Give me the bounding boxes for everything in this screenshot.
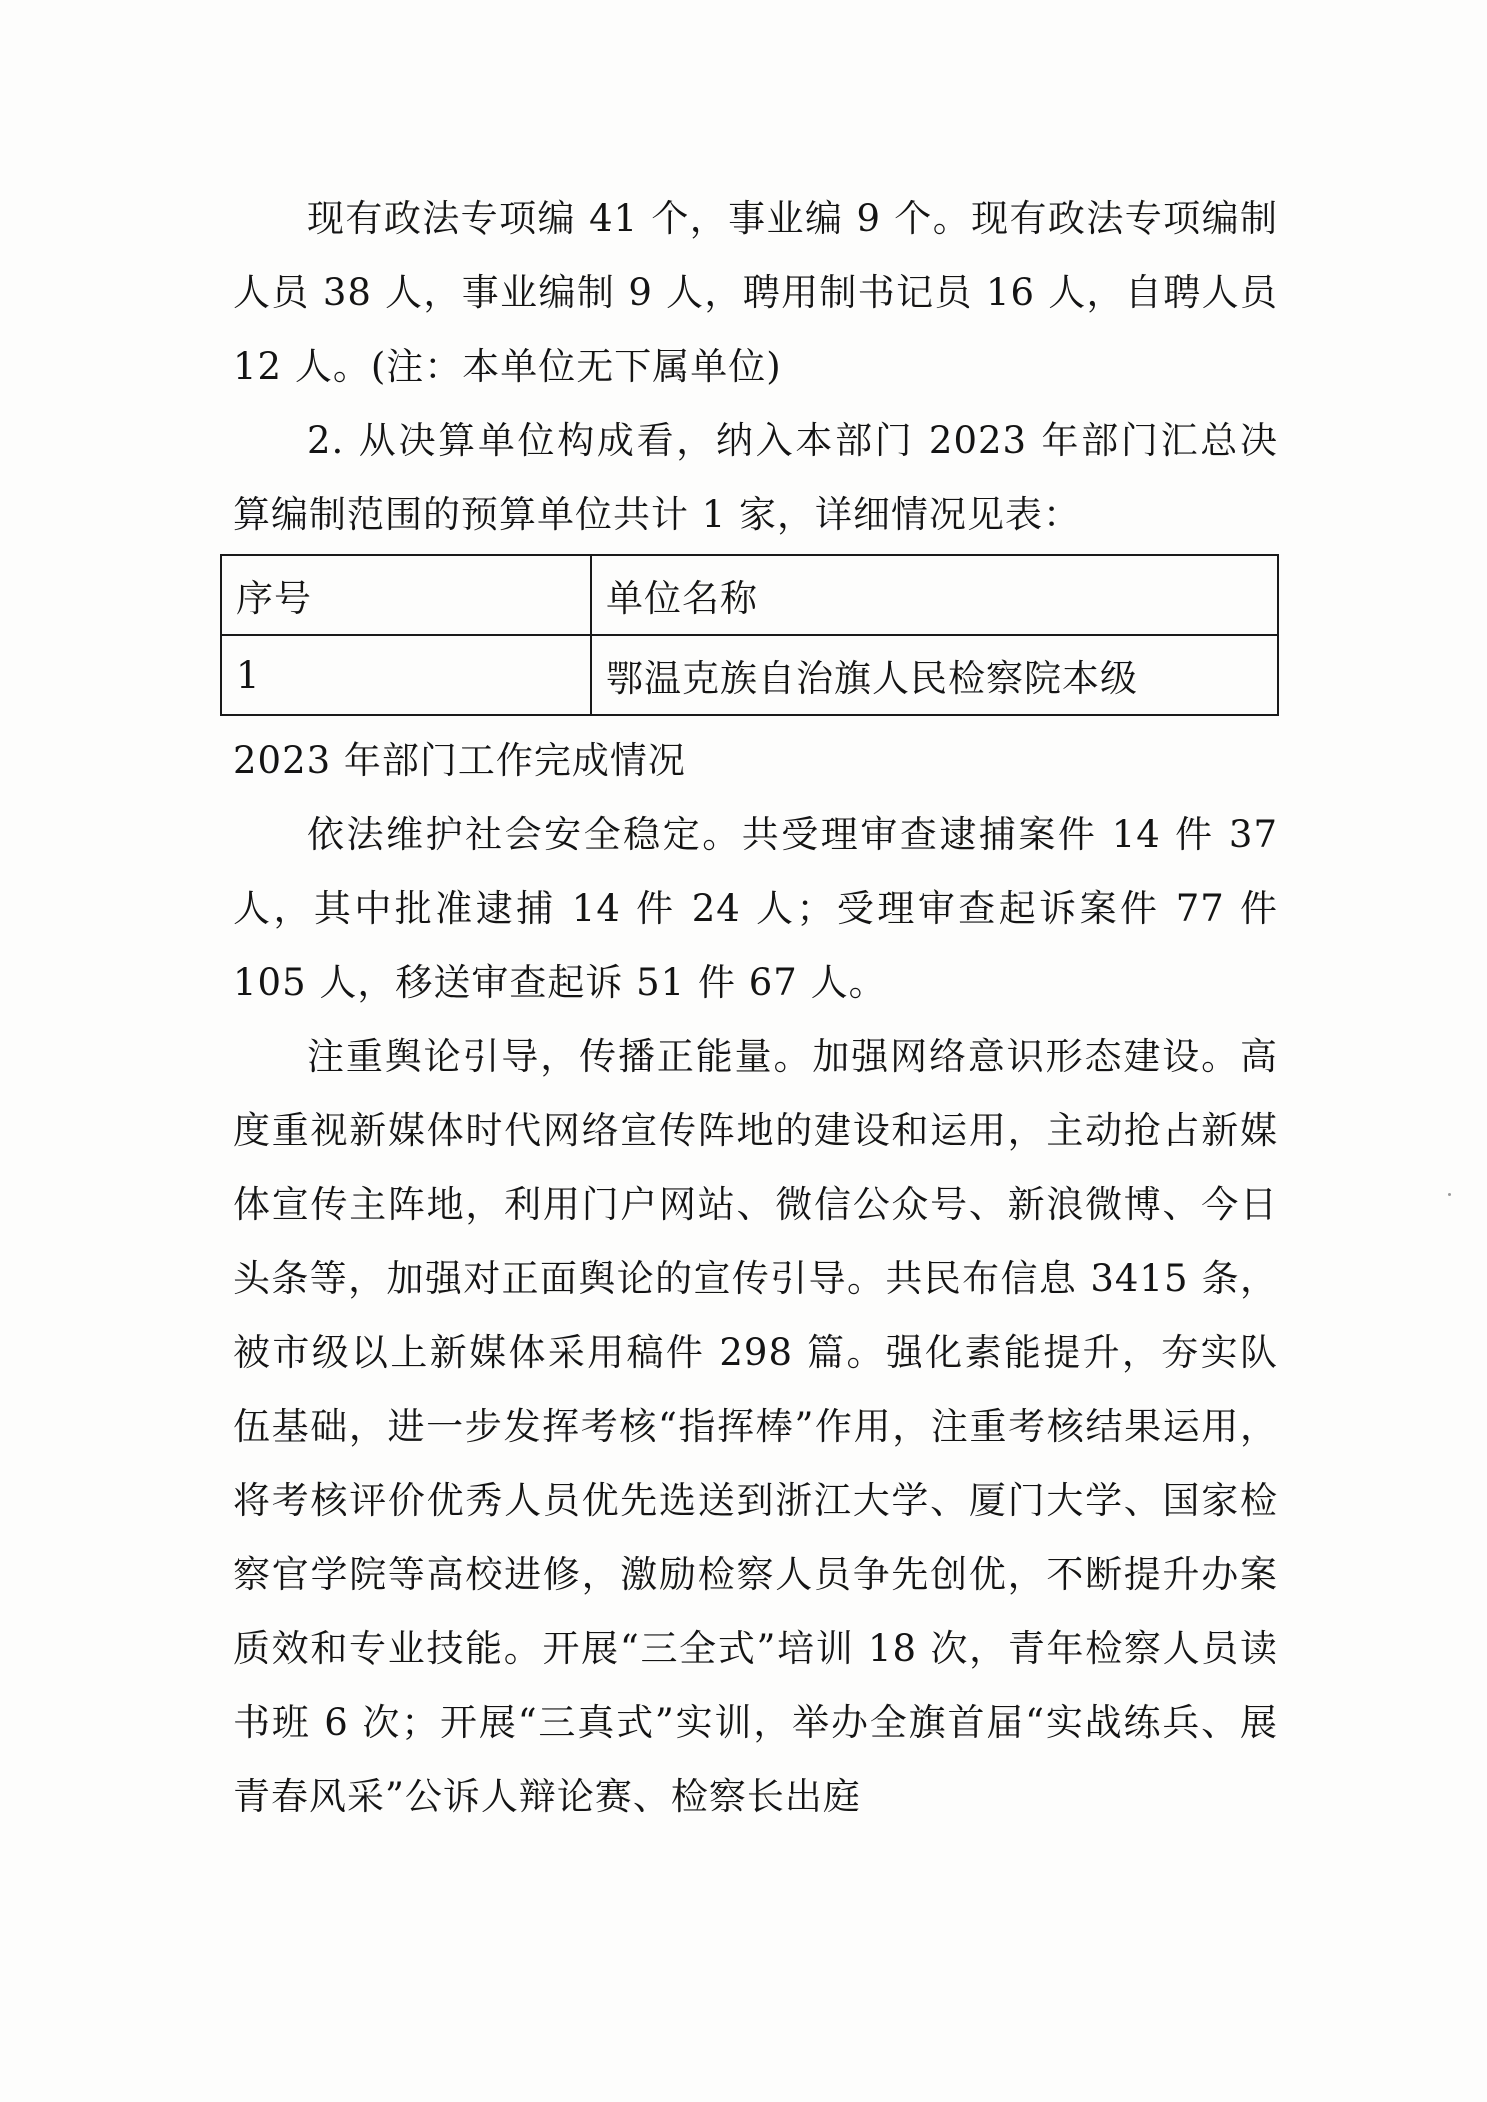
paragraph-staffing: 现有政法专项编 41 个，事业编 9 个。现有政法专项编制人员 38 人，事业编制 9 人，聘用制书记员 16 人，自聘人员 12 人。(注：本单位无下属单位) (233, 197, 1278, 388)
table-header-row (221, 555, 1278, 635)
table-row (221, 635, 1278, 715)
table-cell-seq: 1 (221, 635, 591, 715)
section-heading: 2023 年部门工作完成情况 (233, 739, 686, 782)
table-header-unit-name: 单位名称 (591, 555, 1278, 635)
paragraph-publicity-training: 注重舆论引导，传播正能量。加强网络意识形态建设。高度重视新媒体时代网络宣传阵地的建设和运用，主动抢占新媒体宣传主阵地，利用门户网站、微信公众号、新浪微博、今日头条等，加强对正面舆论的宣传引导。共民布信息 3415 条，被市级以上新媒体采用稿件 298 篇。强化素能提升，夯实队伍基础，进一步发挥考核“指挥棒”作用，注重考核结果运用，将考核评价优秀人员优先选送到浙江大学、厦门大学、国家检察官学院等高校进修，激励检察人员争先创优，不断提升办案质效和专业技能。开展“三全式”培训 18 次，青年检察人员读书班 6 次；开展“三真式”实训，举办全旗首届“实战练兵、展青春风采”公诉人辩论赛、检察长出庭 (233, 1035, 1278, 1818)
scan-speck (1448, 1193, 1451, 1196)
unit-table (220, 554, 1279, 716)
document-body (233, 182, 1278, 1834)
table-cell-unit-name: 鄂温克族自治旗人民检察院本级 (591, 635, 1278, 715)
paragraph-unit-composition: 2. 从决算单位构成看，纳入本部门 2023 年部门汇总决算编制范围的预算单位共计 1 家，详细情况见表： (233, 419, 1278, 536)
paragraph-case-handling: 依法维护社会安全稳定。共受理审查逮捕案件 14 件 37 人，其中批准逮捕 14 件 24 人；受理审查起诉案件 77 件 105 人，移送审查起诉 51 件 67 人。 (233, 813, 1278, 1004)
table-header-seq: 序号 (221, 555, 591, 635)
